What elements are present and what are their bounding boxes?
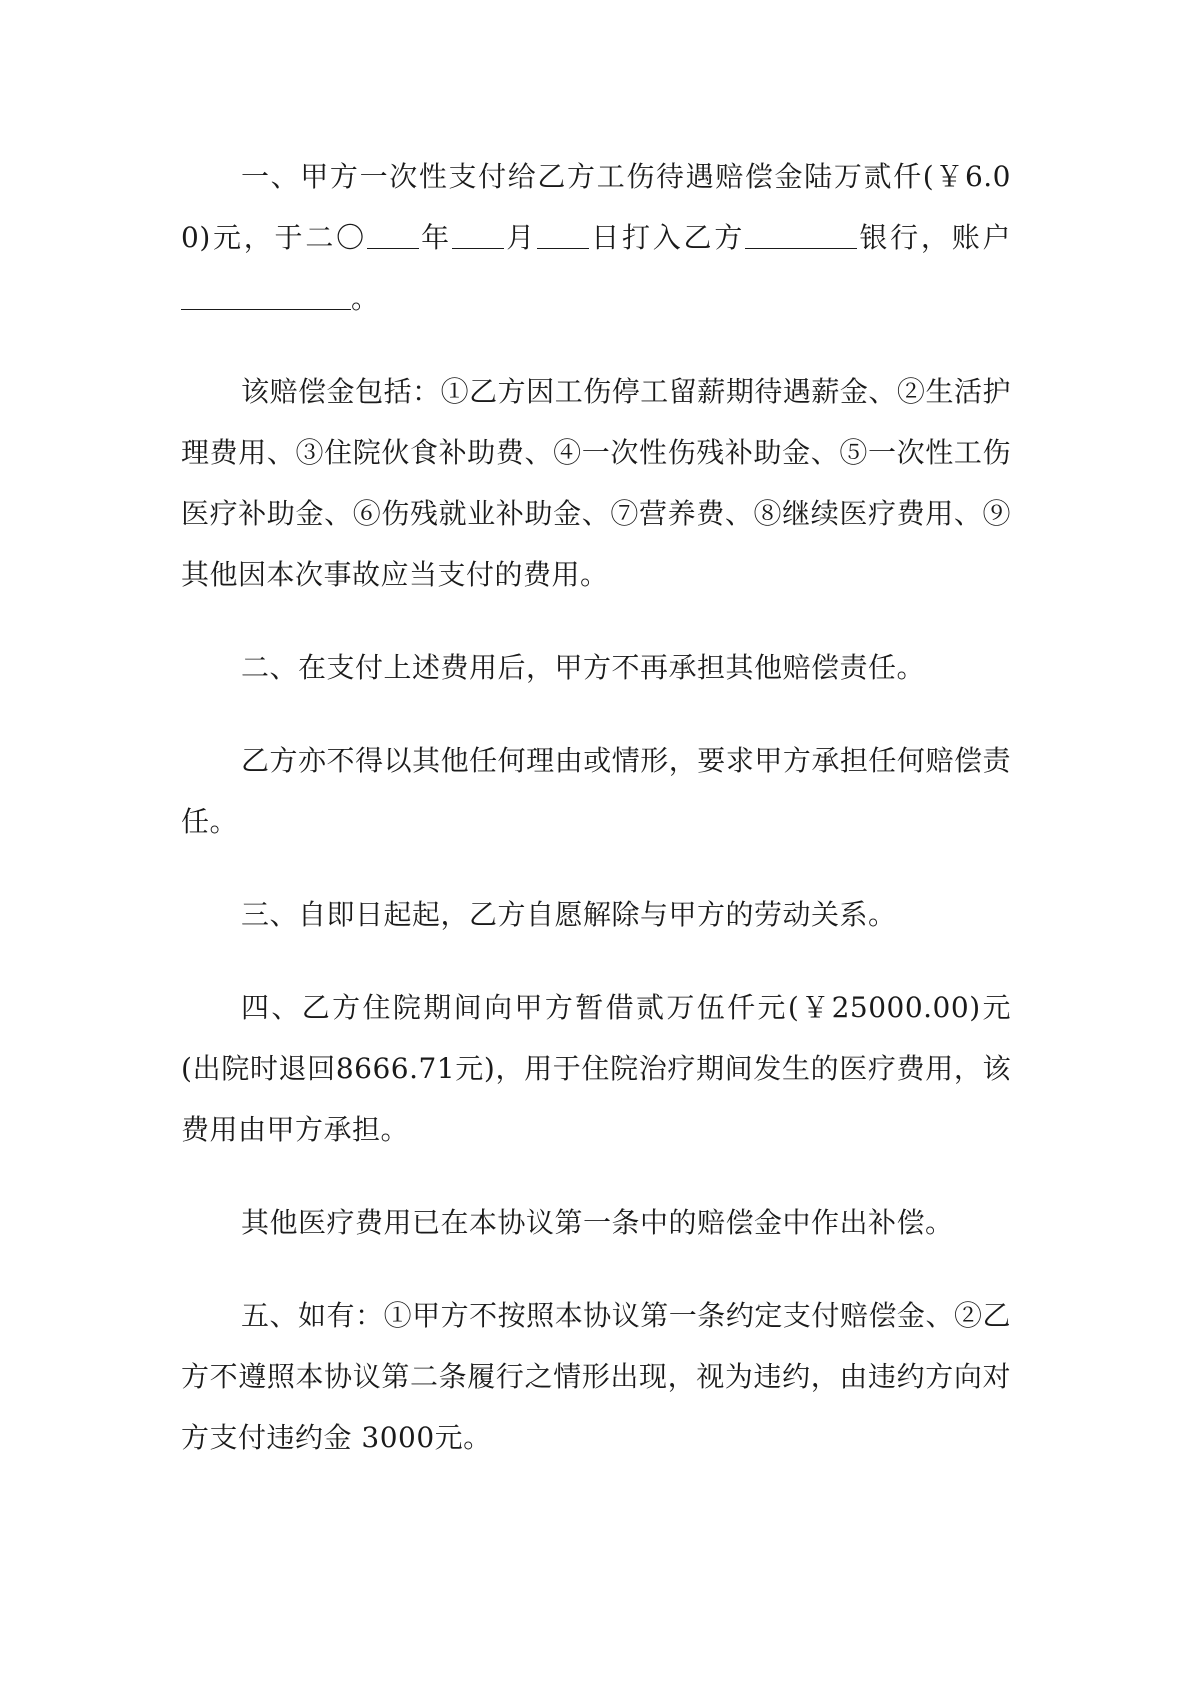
clause-1-text-e: 银行，账户 <box>857 221 1011 254</box>
clause-4-paragraph: 四、乙方住院期间向甲方暂借贰万伍仟元(￥25000.00)元(出院时退回8666.71元)，用于住院治疗期间发生的医疗费用，该费用由甲方承担。 <box>181 991 1011 1146</box>
clause-1-text-a: 一、甲方一次性支付给乙方工伤待遇赔偿金陆万贰仟(￥6.00)元，于二〇 <box>181 160 1011 254</box>
document-body <box>181 146 1011 1500</box>
clause-3-paragraph: 三、自即日起起，乙方自愿解除与甲方的劳动关系。 <box>241 898 897 931</box>
clause-4-continuation: 其他医疗费用已在本协议第一条中的赔偿金中作出补偿。 <box>241 1206 954 1239</box>
month-blank <box>452 218 504 249</box>
bank-name-blank <box>745 218 857 249</box>
clause-5-paragraph: 五、如有：①甲方不按照本协议第一条约定支付赔偿金、②乙方不遵照本协议第二条履行之情形出现，视为违约，由违约方向对方支付违约金 3000元。 <box>181 1299 1011 1454</box>
year-blank <box>367 218 419 249</box>
compensation-items-paragraph: 该赔偿金包括：①乙方因工伤停工留薪期待遇薪金、②生活护理费用、③住院伙食补助费、④一次性伤残补助金、⑤一次性工伤医疗补助金、⑥伤残就业补助金、⑦营养费、⑧继续医疗费用、⑨其他因本次事故应当支付的费用。 <box>181 375 1011 591</box>
clause-1-text-b: 年 <box>418 221 452 254</box>
clause-1-text-d: 日打入乙方 <box>588 221 746 254</box>
clause-1-payment <box>181 146 1011 329</box>
account-blank <box>181 279 351 310</box>
clause-1-text-c: 月 <box>503 221 537 254</box>
clause-1-text-f: 。 <box>351 282 380 315</box>
day-blank <box>537 218 589 249</box>
clause-2-continuation: 乙方亦不得以其他任何理由或情形，要求甲方承担任何赔偿责任。 <box>181 744 1011 838</box>
clause-2-paragraph: 二、在支付上述费用后，甲方不再承担其他赔偿责任。 <box>241 651 926 684</box>
